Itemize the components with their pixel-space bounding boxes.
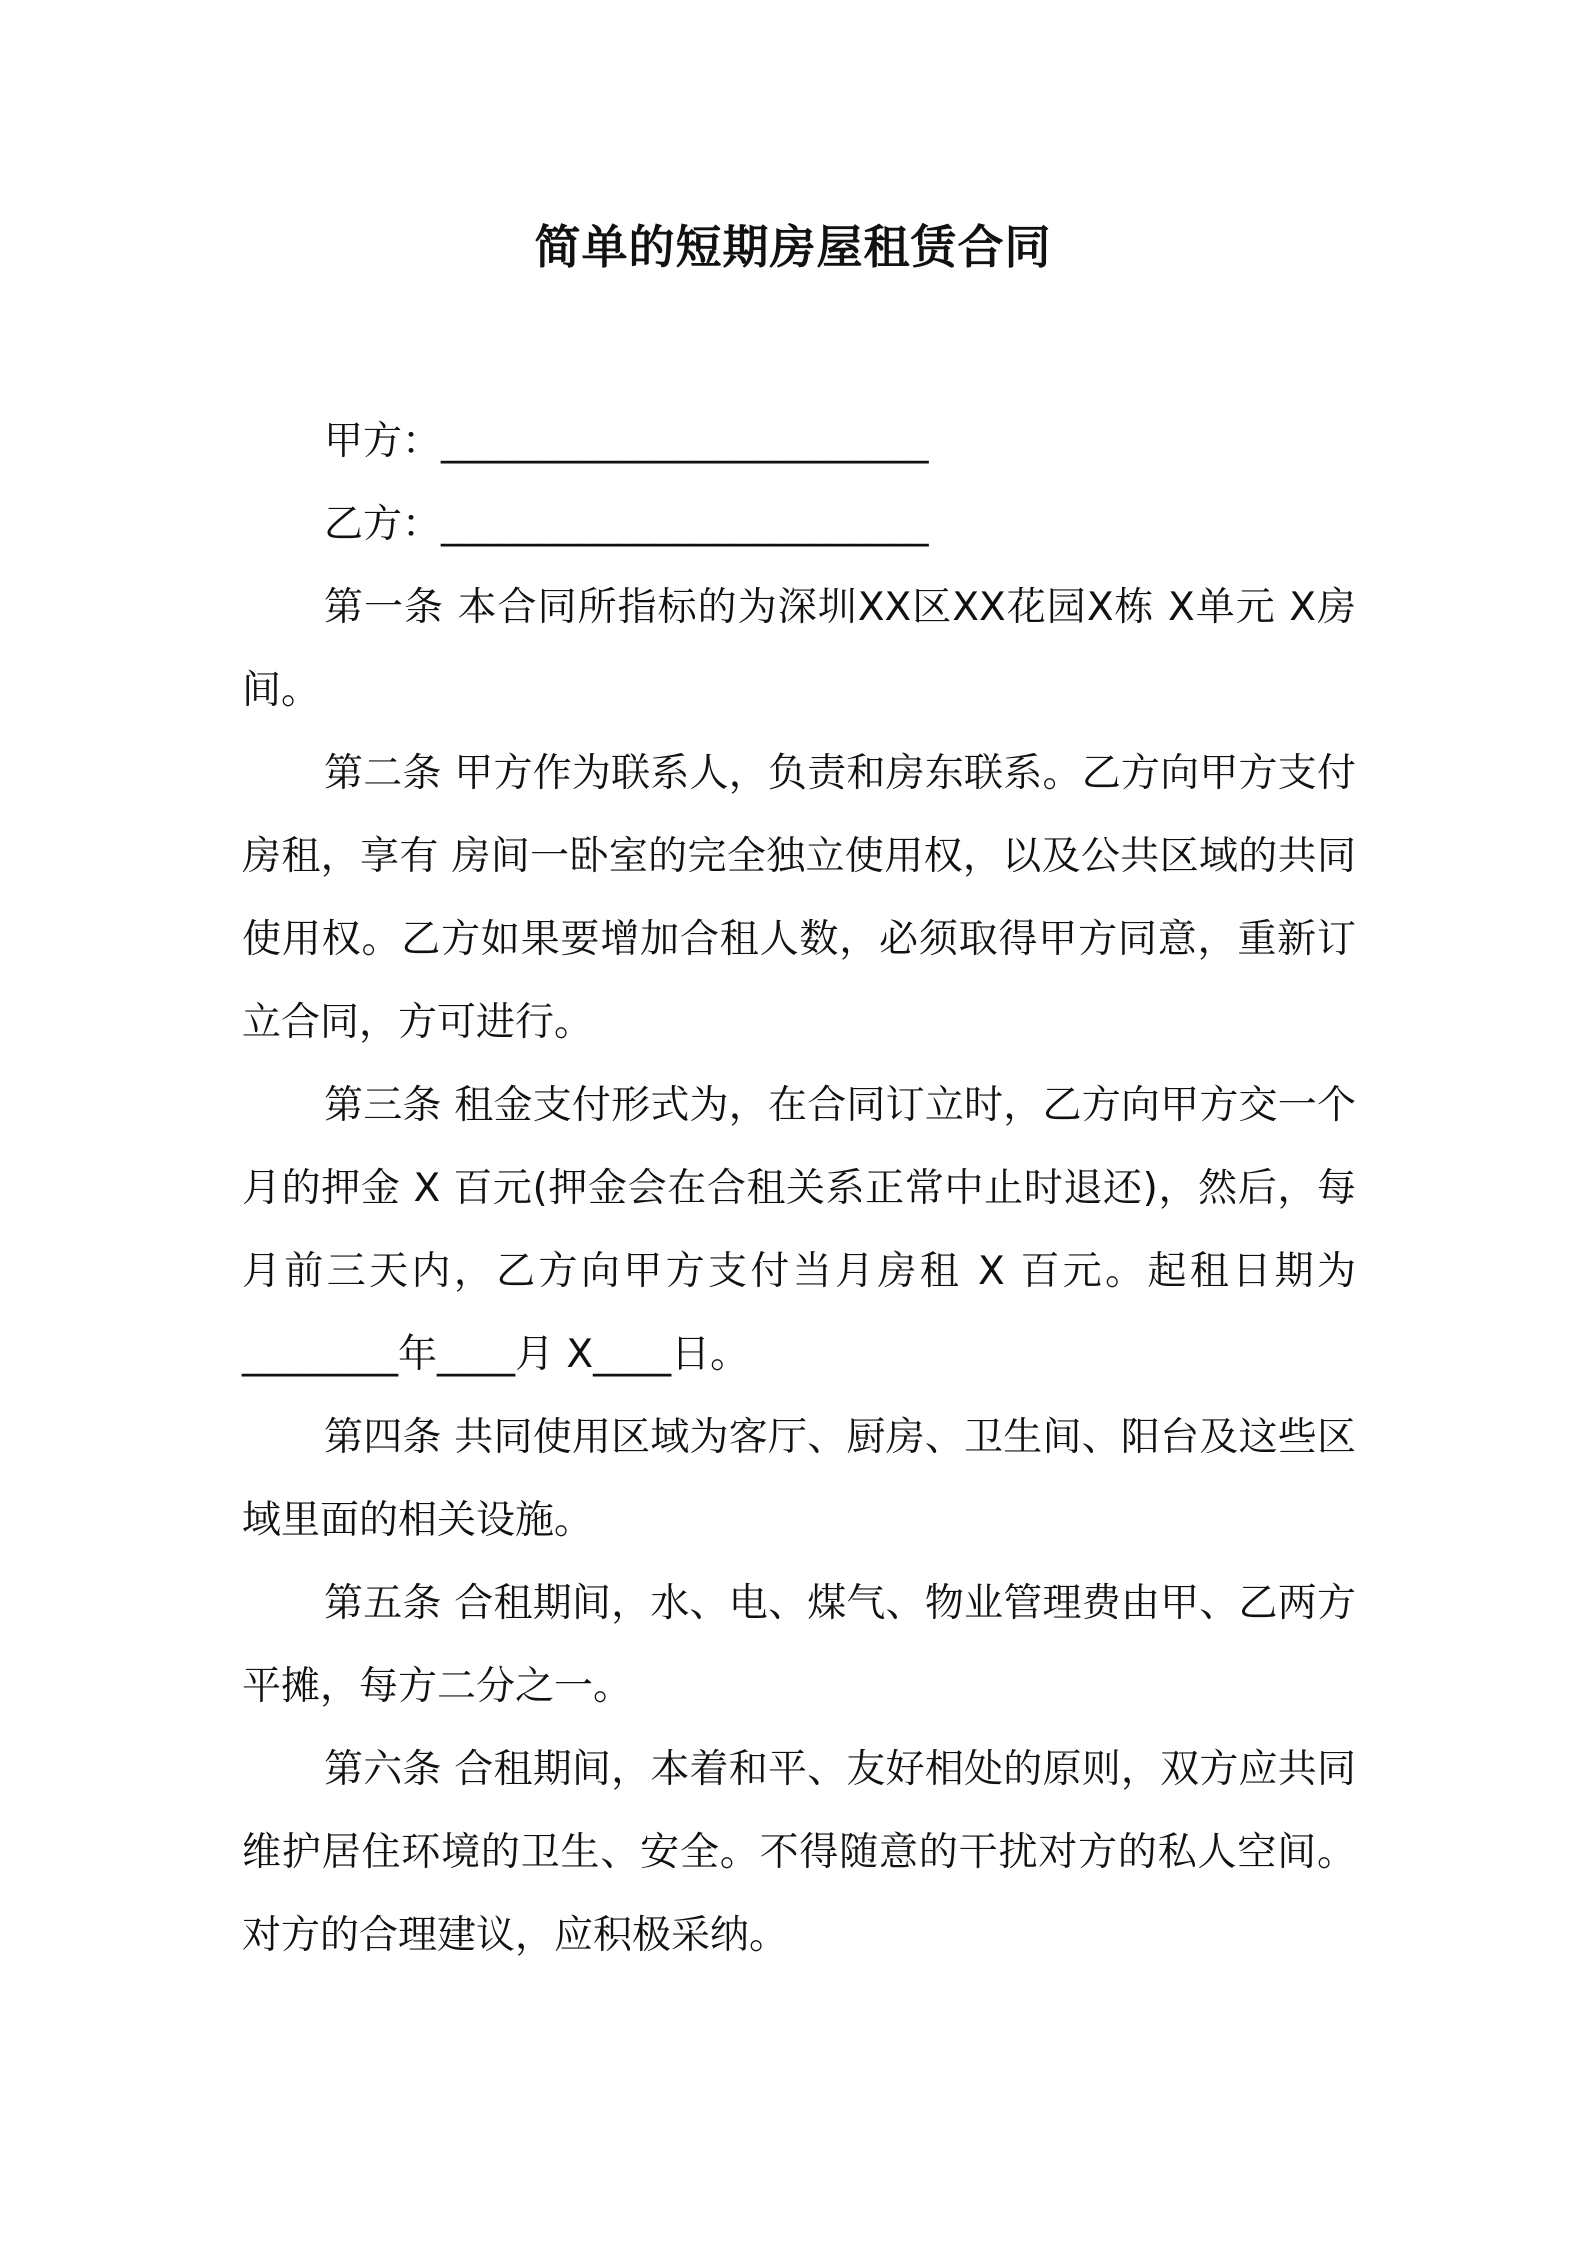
clause-6: 第六条 合租期间，本着和平、友好相处的原则，双方应共同维护居住环境的卫生、安全。不得随意的干扰对方的私人空间。对方的合理建议，应积极采纳。 <box>242 1747 1356 1958</box>
document-body <box>242 400 1356 1977</box>
clause-3: 第三条 租金支付形式为，在合同订立时，乙方向甲方交一个月的押金 X 百元(押金会在合租关系正常中止时退还)，然后，每月前三天内，乙方向甲方支付当月房租 X 百元。起租日期为________年____月 X____日。 <box>242 1083 1356 1377</box>
document-title: 简单的短期房屋租赁合同 <box>534 220 1052 274</box>
clause-4: 第四条 共同使用区域为客厅、厨房、卫生间、阳台及这些区域里面的相关设施。 <box>242 1415 1356 1543</box>
clause-5: 第五条 合租期间，水、电、煤气、物业管理费由甲、乙两方平摊，每方二分之一。 <box>242 1581 1356 1709</box>
clause-2: 第二条 甲方作为联系人，负责和房东联系。乙方向甲方支付房租，享有 房间一卧室的完全独立使用权，以及公共区域的共同使用权。乙方如果要增加合租人数，必须取得甲方同意，重新订立合同，方可进行。 <box>242 751 1356 1045</box>
party-b-line: 乙方：_________________________ <box>324 502 929 547</box>
clause-1: 第一条 本合同所指标的为深圳XX区XX花园X栋 X单元 X房间。 <box>242 585 1356 713</box>
party-a-line: 甲方：_________________________ <box>324 419 929 464</box>
